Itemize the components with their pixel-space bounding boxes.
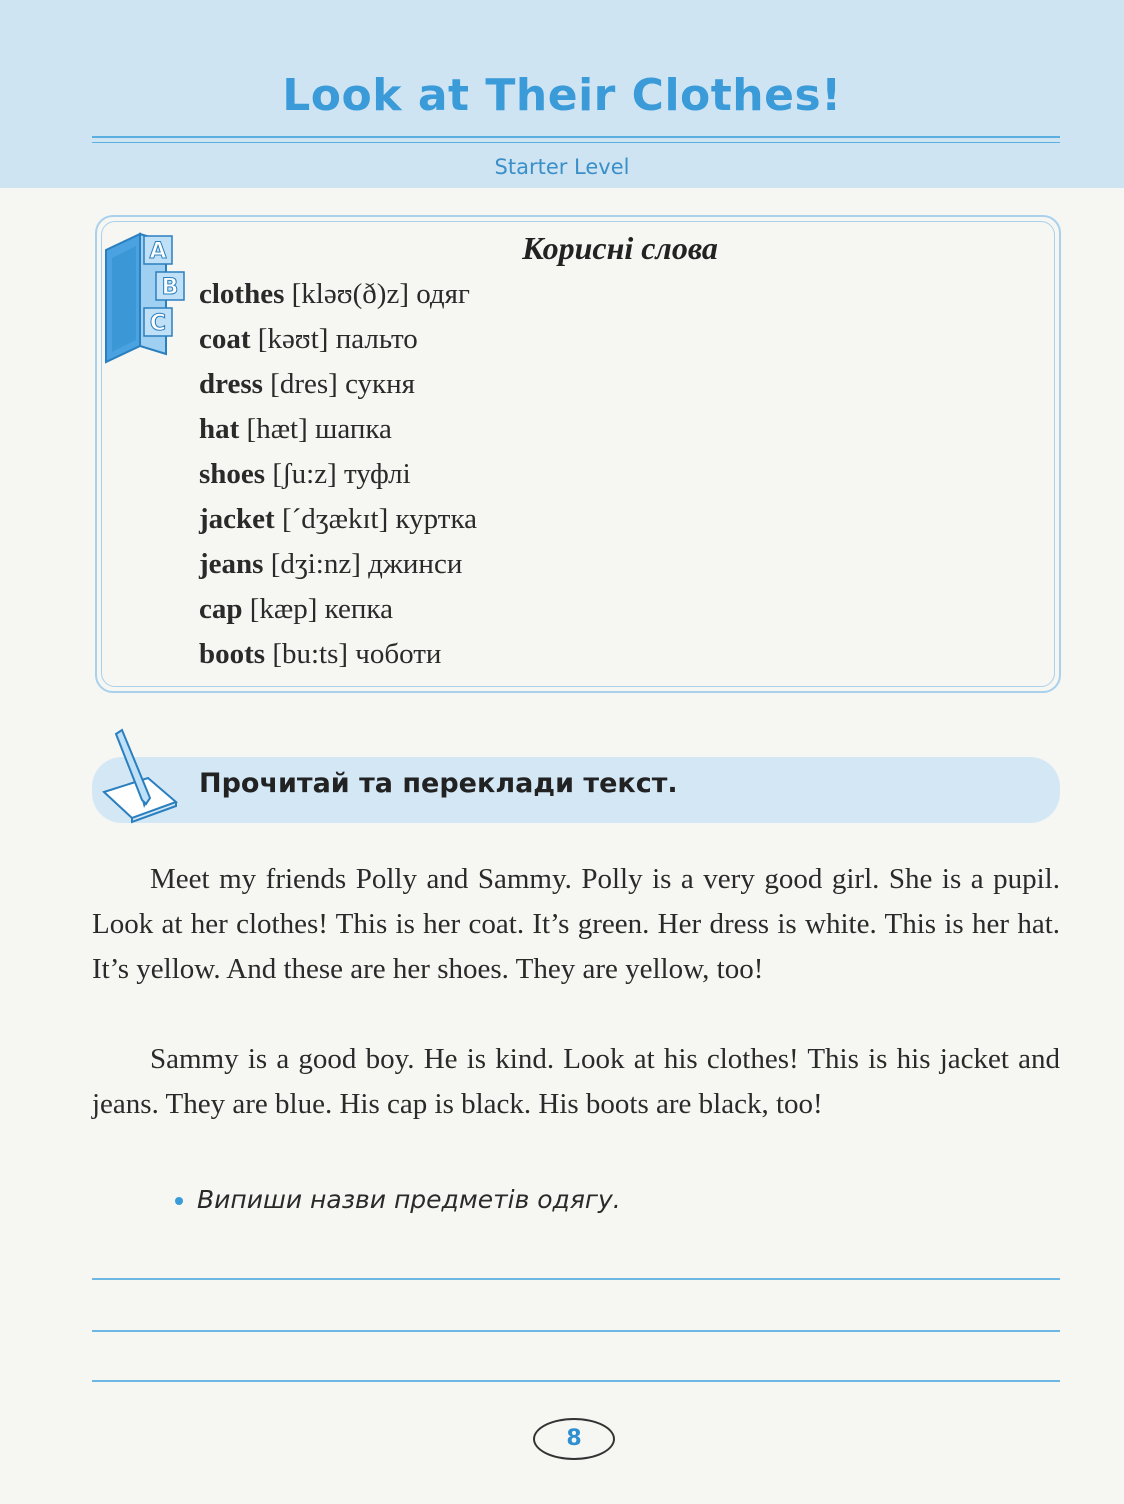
pencil-notepad-icon	[100, 728, 182, 826]
exercise-instruction: Випиши назви предметів одягу.	[197, 1185, 621, 1214]
vocabulary-item: shoes [ʃu:z] туфлі	[199, 458, 411, 490]
reading-paragraph-2: Sammy is a good boy. He is kind. Look at his clothes! This is his jacket and jeans. They are blue. His cap is black. His boots are black, too!	[92, 1043, 1060, 1120]
writing-line-3[interactable]	[92, 1380, 1060, 1382]
level-label: Starter Level	[494, 155, 630, 179]
title-rule-thin	[92, 142, 1060, 143]
vocabulary-item: clothes [kləʊ(ð)z] одяг	[199, 278, 470, 310]
title-rule	[92, 136, 1060, 138]
reading-paragraph-1: Meet my friends Polly and Sammy. Polly is a very good girl. She is a pupil. Look at her clothes! This is her coat. It’s green. Her dress is white. This is her hat. It’s yellow. And these are her shoes. They are yellow, too!	[92, 863, 1060, 985]
bullet-dot-icon	[175, 1197, 183, 1205]
vocabulary-item: dress [dres] сукня	[199, 368, 415, 400]
vocabulary-heading: Корисні слова	[522, 230, 718, 266]
exercise-bullet	[175, 1185, 621, 1214]
icon-letter-c: C	[149, 311, 167, 336]
task-instruction: Прочитай та переклади текст.	[199, 768, 678, 799]
writing-line-2[interactable]	[92, 1330, 1060, 1332]
vocabulary-item: coat [kəʊt] пальто	[199, 323, 418, 355]
vocabulary-item: jacket [ˊdʒækɪt] куртка	[199, 503, 477, 535]
page-title: Look at Their Clothes!	[282, 70, 842, 121]
icon-letter-b: B	[161, 275, 179, 300]
vocabulary-item: jeans [dʒi:nz] джинси	[199, 548, 463, 580]
icon-letter-a: A	[149, 239, 167, 264]
page-number: 8	[533, 1418, 615, 1460]
vocabulary-item: boots [bu:ts] чоботи	[199, 638, 442, 670]
vocabulary-item: hat [hæt] шапка	[199, 413, 392, 445]
vocabulary-list	[199, 272, 477, 677]
vocabulary-item: cap [kæp] кепка	[199, 593, 393, 625]
writing-line-1[interactable]	[92, 1278, 1060, 1280]
